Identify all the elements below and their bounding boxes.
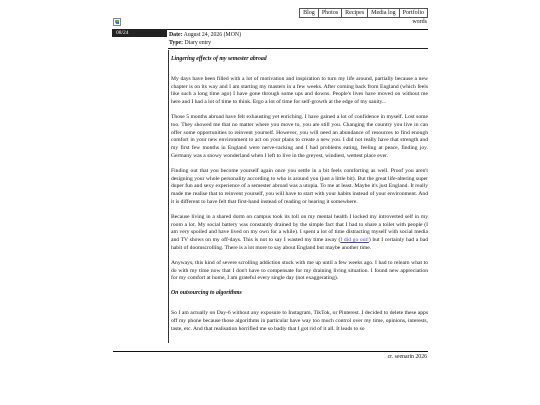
nav-photos-link[interactable]: Photos	[319, 8, 342, 18]
type-value: Diary entry	[184, 40, 212, 46]
section-heading: On outsourcing to algorithms	[171, 290, 242, 297]
paragraph: Anyways, this kind of severe scrolling addiction stuck with me up until a few weeks ago. I had to relearn what to do with my time now that I don't have to compensate for my draining living situation. I found new appreciation for my comfort at home, I am grateful every single day (not exaggerating).	[171, 259, 428, 282]
did-go-out-link[interactable]: I did go out!	[340, 237, 369, 244]
paragraph-text: ) but I certainly had a bad habit of doomscrolling. There is a lot more to say about England but maybe another time.	[171, 237, 428, 251]
entry-date-tag: 08/24	[112, 29, 167, 37]
nav-media-log-link[interactable]: Media log	[368, 8, 400, 18]
nav-blog-link[interactable]: Blog	[299, 8, 319, 18]
nav-portfolio-link[interactable]: Portfolio	[400, 8, 428, 18]
paragraph: So I am actually on Day-6 without any exposure to Instagram, TikTok, or Pinterest. I decided to delete these apps off my phone because those algorithms in particular have way too much control over my time, opinions, interests, taste, etc. And that realisation horrified me so badly that I got rid of it all. It leads to so	[171, 309, 428, 332]
date-value: August 24, 2026 (MON)	[183, 32, 241, 38]
words-label: words	[412, 19, 427, 25]
entry-date-row	[169, 31, 428, 39]
entry-content[interactable]	[168, 50, 428, 343]
date-label: Date:	[169, 32, 183, 38]
section-heading: Lingering effects of my semester abroad	[171, 56, 267, 62]
entry-type-row	[169, 39, 428, 47]
paragraph-text: Because living in a shared dorm on campus took its toll on my mental health I locked my introverted self in my room a lot. My social battery was constantly drained by the simple fact that I had to share a toilet with people (I am very spoiled and have lived on my own for a while). I spent a lot of time distracting myself with social media and TV shows on my off-days. This is not to say I wasted my time away (	[171, 213, 428, 244]
paragraph: Those 5 months abroad have felt exhausting yet enriching. I have gained a lot of confidence in myself. Lost some too. They showed me that no matter where you move to, you are still you. Changing the country you live in can offer some opportunities to reinvent yourself. However, you will need an abundance of resources to find enough comfort in your new environment to act on your plans to create a new you. I did not really have that strength and my first few months in England were nerve-racking and I had problems eating, feeling at peace, finding joy. Germany was a snowy wonderland when I left to live in the greyest, windiest, wettest place ever.	[171, 113, 428, 159]
entry-meta	[169, 31, 428, 47]
nav-recipes-link[interactable]: Recipes	[342, 8, 368, 18]
paragraph	[171, 214, 428, 253]
meta-divider	[168, 48, 428, 49]
paragraph: My days have been filled with a lot of motivation and inspiration to turn my life around, partially because a new chapter is on its way and I am starting my masters in a few weeks. After coming back from England (which feels like such a long time ago) I have gone through some ups and downs. People's lives have moved on without me here and I had a lot of time to think. Ergo a lot of time for self-growth at the edge of my sanity...	[171, 75, 428, 106]
bottom-divider	[113, 351, 428, 352]
broken-image-icon	[113, 18, 121, 26]
top-nav	[299, 8, 428, 18]
type-label: Type:	[169, 40, 184, 46]
copyright-text: cr. seenarin 2026	[387, 354, 427, 360]
paragraph: Finding out that you become yourself again once you settle in a bit feels comforting as well. Proof you aren't designing your whole personality according to who is around you (just a little bit). But the great life-altering super duper fun and sexy experience of a semester abroad was a utopia. To me at least. Maybe it's just England. It really made me realise that to reinvent yourself, you will have to start with your habits instead of your environment. And it is different to have felt that first-hand instead of reading or hearing it somewhere.	[171, 167, 428, 205]
